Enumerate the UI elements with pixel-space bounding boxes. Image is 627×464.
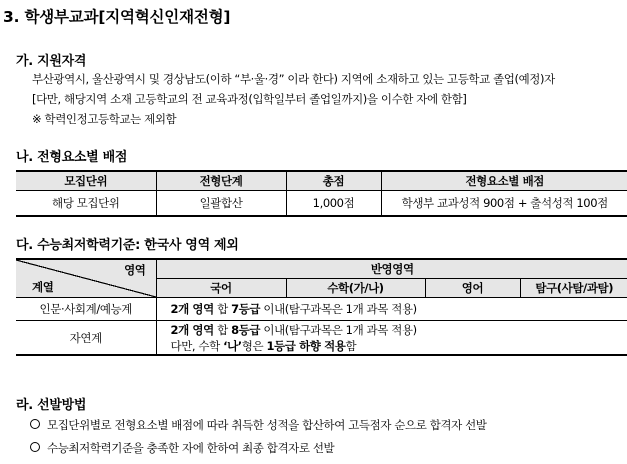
subject-korean: 국어	[156, 279, 286, 298]
criteria-science: 2개 영역 합 8등급 이내(탐구과목은 1개 과목 적용) 다만, 수학 ‘나’형은 1등급 하향 적용함	[156, 321, 627, 356]
corner-bottom-label: 계열	[32, 280, 54, 294]
header-breakdown: 전형요소별 배점	[381, 171, 627, 191]
header-stage: 전형단계	[156, 171, 286, 191]
allocation-heading: 나. 전형요소별 배점	[16, 150, 128, 165]
list-item: 모집단위별로 전형요소별 배점에 따라 취득한 성적을 합산하여 고득점자 순으로 합격자 선발	[30, 417, 487, 433]
corner-header	[16, 259, 156, 298]
subject-inquiry: 탐구(사탐/과탐)	[520, 279, 627, 298]
cell-breakdown: 학생부 교과성적 900점 + 출석성적 100점	[381, 191, 627, 217]
subject-math: 수학(가/나)	[286, 279, 425, 298]
group-header: 반영영역	[156, 259, 627, 279]
track-humanities: 인문·사회계/예능계	[16, 298, 156, 321]
header-total: 총점	[286, 171, 381, 191]
criteria-humanities: 2개 영역 합 7등급 이내(탐구과목은 1개 과목 적용)	[156, 298, 627, 321]
csat-table	[16, 258, 627, 356]
table-row	[16, 298, 627, 321]
subject-english: 영어	[425, 279, 520, 298]
csat-heading: 다. 수능최저학력기준: 한국사 영역 제외	[16, 238, 239, 253]
corner-top-label: 영역	[124, 263, 146, 277]
circle-bullet-icon	[30, 442, 40, 452]
eligibility-line-1: 부산광역시, 울산광역시 및 경상남도(이하 “부·울·경” 이라 한다) 지역에 소재하고 있는 고등학교 졸업(예정)자	[32, 72, 555, 86]
eligibility-line-3: ※ 학력인정고등학교는 제외함	[32, 112, 177, 126]
circle-bullet-icon	[30, 419, 40, 429]
section-title: 3. 학생부교과[지역혁신인재전형]	[3, 8, 231, 26]
table-row	[16, 191, 627, 217]
cell-stage: 일괄합산	[156, 191, 286, 217]
cell-total: 1,000점	[286, 191, 381, 217]
table-row	[16, 321, 627, 356]
selection-heading: 라. 선발방법	[16, 398, 87, 413]
header-unit: 모집단위	[16, 171, 156, 191]
list-item: 수능최저학력기준을 충족한 자에 한하여 최종 합격자로 선발	[30, 440, 334, 456]
cell-unit: 해당 모집단위	[16, 191, 156, 217]
eligibility-heading: 가. 지원자격	[16, 54, 87, 69]
allocation-table	[16, 170, 627, 217]
track-science: 자연계	[16, 321, 156, 356]
eligibility-line-2: [다만, 해당지역 소재 고등학교의 전 교육과정(입학일부터 졸업일까지)을 이수한 자에 한함]	[32, 92, 467, 106]
